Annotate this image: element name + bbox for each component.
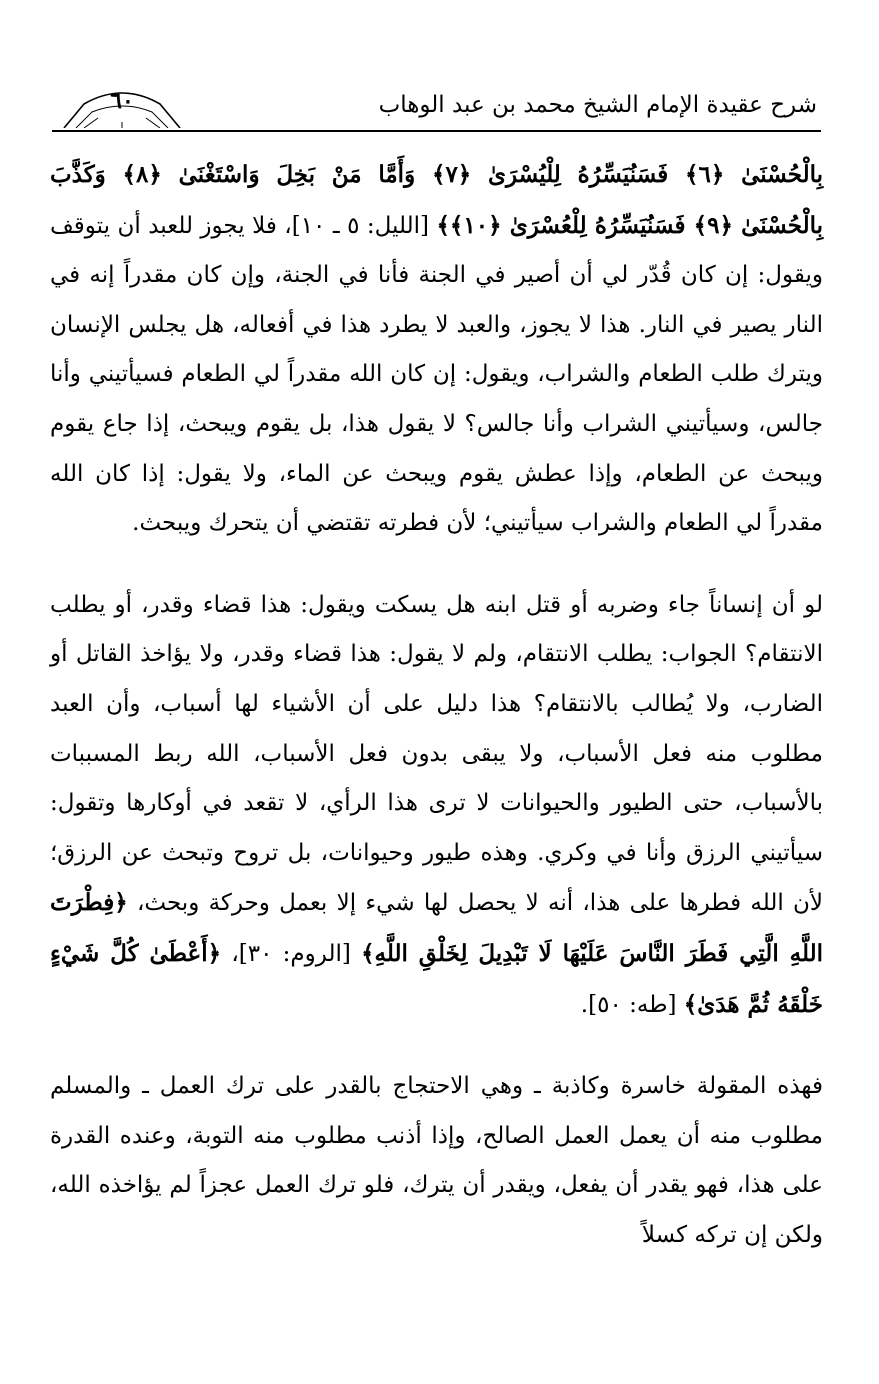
page-header bbox=[52, 78, 821, 132]
quran-verse: ﴿فِطْرَتَ اللَّهِ الَّتِي فَطَرَ النَّاسَ عَلَيْهَا لَا تَبْدِيلَ لِخَلْقِ اللَّهِ﴾ bbox=[50, 889, 823, 967]
paragraph-text: فهذه المقولة خاسرة وكاذبة ـ وهي الاحتجاج بالقدر على ترك العمل ـ والمسلم مطلوب منه أن يعمل العمل الصالح، وإذا أذنب مطلوب منه التوبة، وعنده القدرة على هذا، فهو يقدر أن يفعل، ويقدر أن يترك، فلو ترك العمل عجزاً لم يؤاخذه الله، ولكن إن تركه كسلاً bbox=[50, 1073, 823, 1248]
paragraph-text: لو أن إنساناً جاء وضربه أو قتل ابنه هل يسكت ويقول: هذا قضاء وقدر، أو يطلب الانتقام؟ الجواب: يطلب الانتقام، ولم لا يقول: هذا قضاء وقدر، ولا يؤاخذ القاتل أو الضارب، ولا يُطالب بالانتقام؟ هذا دليل على أن الأشياء لها أسباب، وأن العبد مطلوب منه فعل الأسباب، ولا يبقى بدون فعل الأسباب، الله ربط المسببات بالأسباب، حتى الطيور والحيوانات لا ترى هذا الرأي، لا تقعد في أوكارها وتقول: سيأتيني الرزق وأنا في وكري. وهذه طيور وحيوانات، بل تروح وتبحث عن الرزق؛ لأن الله فطرها على هذا، أنه لا يحصل لها شيء إلا بعمل وحركة وبحث، bbox=[50, 591, 823, 917]
quran-verse: ﴿أَعْطَىٰ كُلَّ شَيْءٍ خَلْقَهُ ثُمَّ هَدَىٰ﴾ bbox=[50, 939, 823, 1018]
paragraph-3 bbox=[50, 1062, 823, 1260]
page-number: ٦٠ bbox=[110, 88, 134, 114]
verse-citation: [الروم: ٣٠]، bbox=[221, 940, 362, 967]
paragraph-2 bbox=[50, 581, 823, 1030]
paragraph-text: [الليل: ٥ ـ ١٠]، فلا يجوز للعبد أن يتوقف ويقول: إن كان قُدّر لي أن أصير في الجنة فأنا في الجنة، وإن كان مقدراً إنه في النار يصير في النار. هذا لا يجوز، والعبد لا يطرد هذا في أفعاله، هل يجلس الإنسان ويترك طلب الطعام والشراب، ويقول: إن كان الله مقدراً لي الطعام فسيأتيني وأنا جالس، وسيأتيني الشراب وأنا جالس؟ لا يقول هذا، بل يقوم ويبحث، إذا جاع يقوم ويبحث عن الطعام، وإذا عطش يقوم ويبحث عن الماء، ولا يقول: إذا كان الله مقدراً لي الطعام والشراب سيأتيني؛ لأن فطرته تقتضي أن يتحرك ويبحث. bbox=[50, 212, 823, 537]
page-number-badge bbox=[62, 86, 182, 128]
quran-verse: بِالْحُسْنَىٰ ﴿٦﴾ فَسَنُيَسِّرُهُ لِلْيُسْرَىٰ ﴿٧﴾ وَأَمَّا مَنْ بَخِلَ وَاسْتَغْنَىٰ ﴿٨﴾ وَكَذَّبَ بِالْحُسْنَىٰ ﴿٩﴾ فَسَنُيَسِّرُهُ لِلْعُسْرَىٰ ﴿١٠﴾﴾ bbox=[50, 161, 823, 239]
running-title: شرح عقيدة الإمام الشيخ محمد بن عبد الوهاب bbox=[378, 92, 817, 118]
paragraph-1 bbox=[50, 150, 823, 549]
verse-citation: [طه: ٥٠]. bbox=[580, 991, 684, 1018]
page-body bbox=[50, 150, 823, 1260]
